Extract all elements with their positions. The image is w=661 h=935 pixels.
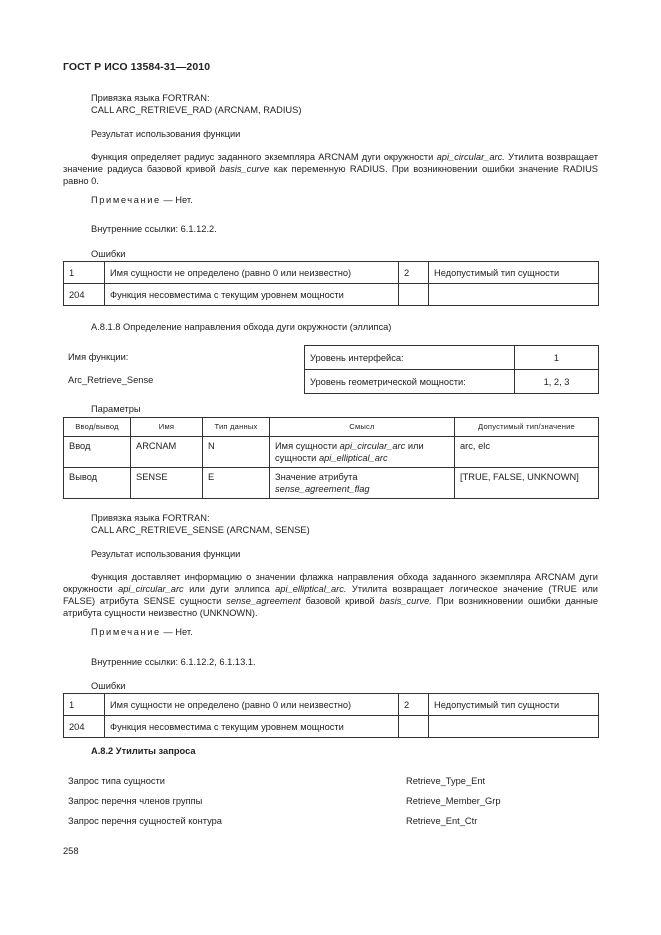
param-meaning: Значение атрибута sense_agreement_flag: [270, 468, 455, 499]
note: Примечание — Нет.: [91, 627, 193, 637]
internal-references: Внутренние ссылки: 6.1.12.2, 6.1.13.1.: [91, 657, 256, 667]
param-allowed: arc, elc: [455, 437, 599, 468]
geometric-level-value: 1, 2, 3: [515, 370, 599, 394]
param-meaning: Имя сущности api_circular_arc или сущности api_elliptical_arc: [270, 437, 455, 468]
fortran-call: CALL ARC_RETRIEVE_RAD (ARCNAM, RADIUS): [91, 105, 302, 115]
error-code: 1: [64, 262, 105, 284]
column-header: Допустимый тип/значение: [455, 418, 599, 437]
function-levels-table: [304, 345, 599, 394]
errors-table: [63, 261, 599, 306]
param-allowed: [TRUE, FALSE, UNKNOWN]: [455, 468, 599, 499]
function-name-value: Arc_Retrieve_Sense: [68, 375, 154, 385]
table-row: [305, 346, 599, 370]
utility-name: Retrieve_Member_Grp: [406, 796, 501, 806]
description-paragraph: Функция определяет радиус заданного экземпляра ARCNAM дуги окружности api_circular_arc. Утилита возвращает значение радиуса базовой кривой basis_curve как переменную RADIUS. При возникновении ошибки значение RADIUS равно 0.: [63, 152, 598, 186]
table-row: [305, 370, 599, 394]
errors-table: [63, 693, 599, 738]
error-code: 2: [399, 694, 429, 716]
column-header: Смысл: [270, 418, 455, 437]
utility-label: Запрос перечня сущностей контура: [68, 816, 222, 826]
error-code: 204: [64, 284, 105, 306]
error-text: Функция несовместима с текущим уровнем мощности: [105, 716, 399, 738]
error-text: Имя сущности не определено (равно 0 или неизвестно): [105, 262, 399, 284]
error-code: 2: [399, 262, 429, 284]
document-header: ГОСТ Р ИСО 13584-31—2010: [63, 61, 211, 73]
error-text: Недопустимый тип сущности: [429, 262, 599, 284]
table-row: [64, 716, 599, 738]
geometric-level-label: Уровень геометрической мощности:: [305, 370, 515, 394]
table-row: [64, 694, 599, 716]
result-heading: Результат использования функции: [91, 549, 241, 559]
interface-level-label: Уровень интерфейса:: [305, 346, 515, 370]
parameters-title: Параметры: [91, 404, 141, 414]
errors-title: Ошибки: [91, 249, 126, 259]
section-heading: А.8.2 Утилиты запроса: [91, 746, 196, 756]
error-text: [429, 716, 599, 738]
param-io: Ввод: [64, 437, 131, 468]
fortran-binding-label: Привязка языка FORTRAN:: [91, 513, 210, 523]
parameters-table: [63, 417, 599, 499]
page-number: 258: [63, 846, 79, 856]
fortran-binding-label: Привязка языка FORTRAN:: [91, 93, 210, 103]
column-header: Имя: [131, 418, 203, 437]
section-heading: А.8.1.8 Определение направления обхода дуги окружности (эллипса): [91, 322, 392, 332]
fortran-call: CALL ARC_RETRIEVE_SENSE (ARCNAM, SENSE): [91, 525, 310, 535]
description-paragraph: Функция доставляет информацию о значении флажка направления обхода заданного экземпляра ARCNAM дуги окружности api_circular_arc или дуги эллипса api_elliptical_arc. Утилита возвращает логическое значение (TRUE или FALSE) атрибута SENSE сущности sense_agreement базовой кривой basis_curve. При возникновении ошибки данные атрибута сущности неизвестно (UNKNOWN).: [63, 572, 598, 618]
error-code: [399, 716, 429, 738]
error-text: Функция несовместима с текущим уровнем мощности: [105, 284, 399, 306]
table-row: [64, 262, 599, 284]
utility-name: Retrieve_Type_Ent: [406, 776, 486, 786]
error-text: Недопустимый тип сущности: [429, 694, 599, 716]
error-code: [399, 284, 429, 306]
table-row: [64, 437, 599, 468]
utility-label: Запрос типа сущности: [68, 776, 165, 786]
table-row: [64, 468, 599, 499]
table-header-row: [64, 418, 599, 437]
param-type: N: [203, 437, 270, 468]
utility-label: Запрос перечня членов группы: [68, 796, 203, 806]
error-code: 204: [64, 716, 105, 738]
errors-title: Ошибки: [91, 681, 126, 691]
param-type: E: [203, 468, 270, 499]
note: Примечание — Нет.: [91, 195, 193, 205]
param-io: Вывод: [64, 468, 131, 499]
param-name: SENSE: [131, 468, 203, 499]
table-row: [64, 284, 599, 306]
error-text: [429, 284, 599, 306]
result-heading: Результат использования функции: [91, 129, 241, 139]
column-header: Ввод/вывод: [64, 418, 131, 437]
interface-level-value: 1: [515, 346, 599, 370]
error-code: 1: [64, 694, 105, 716]
utility-name: Retrieve_Ent_Ctr: [406, 816, 478, 826]
internal-references: Внутренние ссылки: 6.1.12.2.: [91, 224, 217, 234]
error-text: Имя сущности не определено (равно 0 или неизвестно): [105, 694, 399, 716]
function-name-label: Имя функции:: [68, 352, 129, 362]
column-header: Тип данных: [203, 418, 270, 437]
param-name: ARCNAM: [131, 437, 203, 468]
